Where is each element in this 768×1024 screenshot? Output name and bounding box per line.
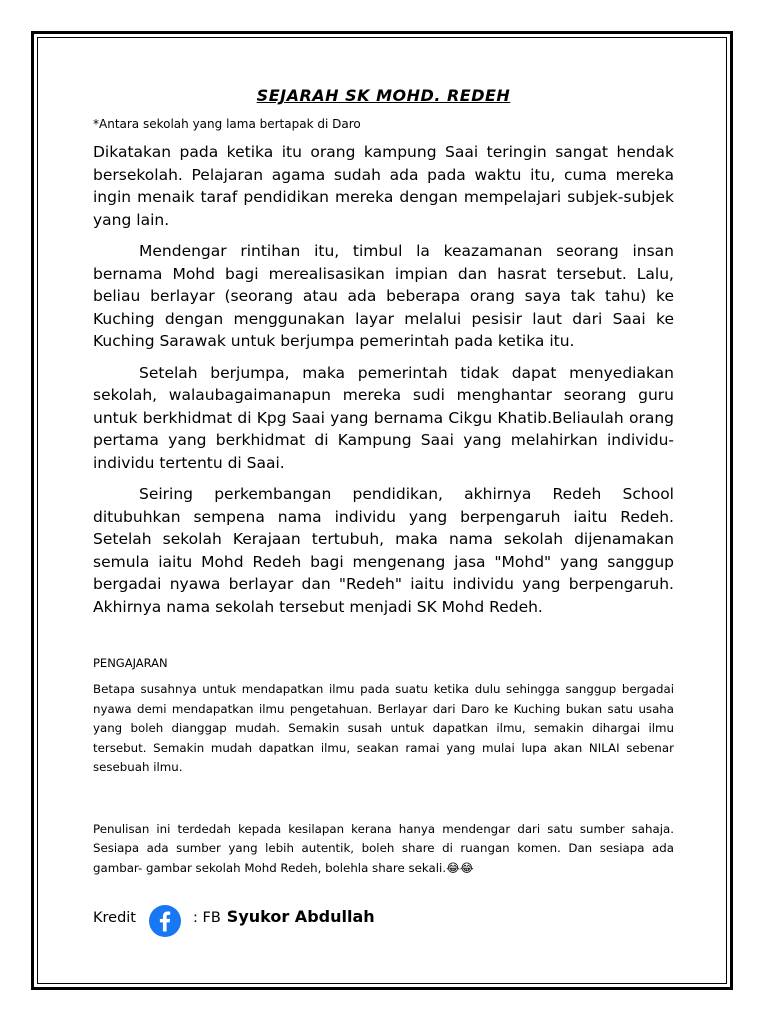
document-title: SEJARAH SK MOHD. REDEH [256, 86, 511, 105]
lesson-heading: PENGAJARAN [93, 656, 168, 670]
facebook-icon [149, 905, 181, 937]
paragraph-2: Mendengar rintihan itu, timbul la keazamanan seorang insan bernama Mohd bagi merealisasikan impian dan hasrat tersebut. Lalu, beliau berlayar (seorang atau ada beberapa orang saya tak tahu) ke Kuching dengan menggunakan layar melalui pesisir laut dari Saai ke Kuching Sarawak untuk berjumpa pemerintah pada ketika itu. [93, 242, 674, 350]
disclaimer-text: Penulisan ini terdedah kepada kesilapan kerana hanya mendengar dari satu sumber sahaja. Sesiapa ada sumber yang lebih autentik, boleh share di ruangan komen. Dan sesiapa ada gambar- gambar sekolah Mohd Redeh, bolehla share sekali.😂😂 [93, 821, 674, 875]
credit-label: Kredit [93, 910, 136, 926]
document-body [93, 86, 674, 878]
paragraph-4: Seiring perkembangan pendidikan, akhirnya Redeh School ditubuhkan sempena nama individu yang berpengaruh iaitu Redeh. Setelah sekolah Kerajaan tertubuh, maka nama sekolah dijenamakan semula iaitu Mohd Redeh bagi mengenang jasa "Mohd" yang sanggup bergadai nyawa berlayar dan "Redeh" iaitu individu yang berpengaruh. Akhirnya nama sekolah tersebut menjadi SK Mohd Redeh. [93, 485, 674, 616]
credit-line [93, 900, 375, 936]
lesson-text: Betapa susahnya untuk mendapatkan ilmu pada suatu ketika dulu sehingga sanggup bergadai nyawa demi mendapatkan ilmu pengetahuan. Berlayar dari Daro ke Kuching bukan satu usaha yang boleh dianggap mudah. Semakin susah untuk dapatkan ilmu, semakin dihargai ilmu tersebut. Semakin mudah dapatkan ilmu, seakan ramai yang mulai lupa akan NILAI sebenar sesebuah ilmu. [93, 682, 674, 774]
paragraph-3: Setelah berjumpa, maka pemerintah tidak dapat menyediakan sekolah, walaubagaimanapun mereka sudi menghantar seorang guru untuk berkhidmat di Kpg Saai yang bernama Cikgu Khatib.Beliaulah orang pertama yang berkhidmat di Kampung Saai yang melahirkan individu-individu tertentu di Saai. [93, 363, 674, 472]
credit-source: : FB [193, 910, 221, 926]
paragraph-1: Dikatakan pada ketika itu orang kampung Saai teringin sangat hendak bersekolah. Pelajaran agama sudah ada pada waktu itu, cuma mereka ingin menaik taraf pendidikan mereka dengan mempelajari subjek-subjek yang lain. [93, 143, 674, 229]
spacer [93, 778, 674, 820]
subtitle-note: *Antara sekolah yang lama bertapak di Daro [93, 117, 361, 131]
credit-author: Syukor Abdullah [226, 906, 375, 926]
